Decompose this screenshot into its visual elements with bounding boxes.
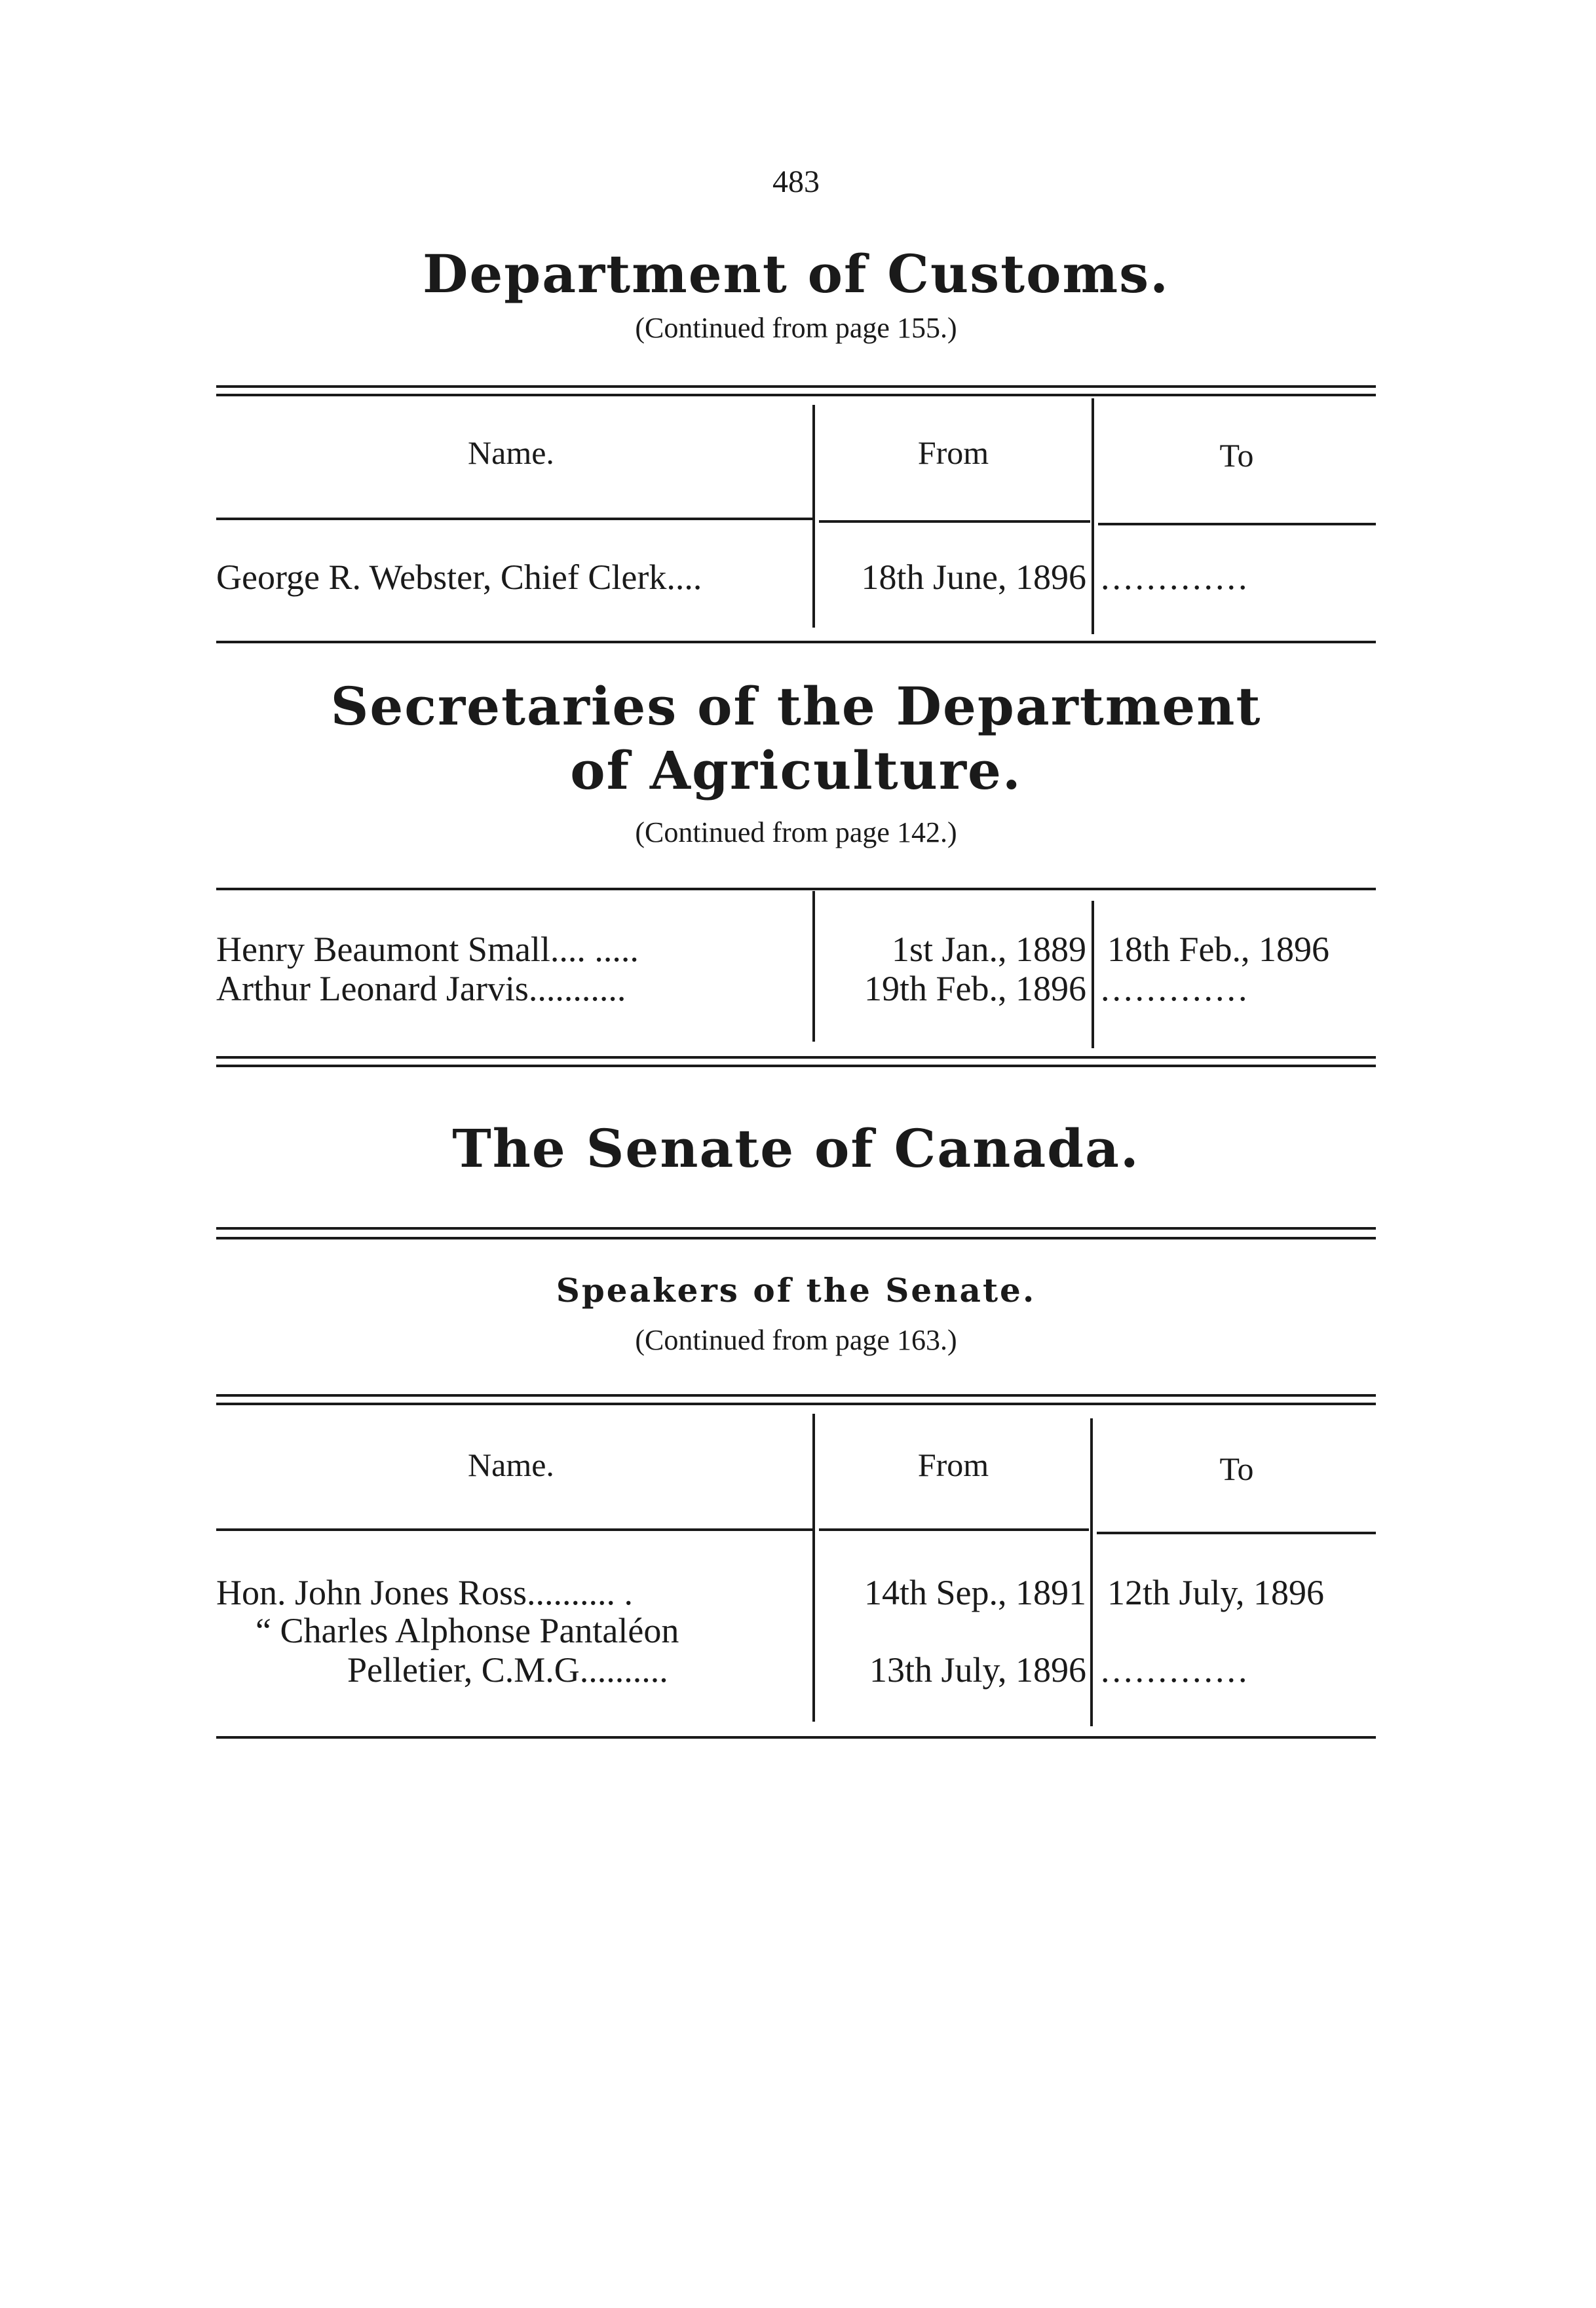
customs-row-1-from: 18th June, 1896 xyxy=(861,558,1086,597)
agriculture-row-1-to: 18th Feb., 1896 xyxy=(1107,930,1330,969)
senate-row-1-to: 12th July, 1896 xyxy=(1107,1573,1325,1612)
customs-header-rule-c xyxy=(1098,523,1376,525)
senate-row-2-name-line-2: Pelletier, C.M.G.......... xyxy=(347,1650,668,1690)
agriculture-continued-note: (Continued from page 142.) xyxy=(635,816,957,848)
senate-speakers-subtitle: Speakers of the Senate. xyxy=(556,1271,1036,1310)
agriculture-row-1-from: 1st Jan., 1889 xyxy=(892,930,1086,969)
senate-top-rule-1 xyxy=(216,1394,1376,1397)
agriculture-row-2-name: Arthur Leonard Jarvis........... xyxy=(216,969,626,1008)
senate-header-to: To xyxy=(1219,1450,1254,1487)
customs-divider-2 xyxy=(1092,398,1094,634)
agriculture-title xyxy=(216,675,1376,803)
senate-header-rule-a xyxy=(216,1528,812,1531)
senate-row-1-name: Hon. John Jones Ross.......... . xyxy=(216,1573,634,1612)
senate-header-name: Name. xyxy=(468,1447,554,1483)
senate-header-rule-c xyxy=(1097,1532,1376,1534)
senate-row-2-to: ............. xyxy=(1101,1650,1250,1690)
senate-title-rule-1 xyxy=(216,1227,1376,1230)
agriculture-row-1-name: Henry Beaumont Small.... ..... xyxy=(216,930,639,969)
agriculture-row-2-to: ............. xyxy=(1101,969,1250,1008)
senate-title-rule-2 xyxy=(216,1237,1376,1239)
agriculture-bottom-rule-1 xyxy=(216,1056,1376,1059)
customs-title: Department of Customs. xyxy=(422,243,1169,305)
senate-row-2-name-line-1: “ Charles Alphonse Pantaléon xyxy=(256,1611,679,1650)
senate-row-1-from: 14th Sep., 1891 xyxy=(864,1573,1086,1612)
customs-row-1-name: George R. Webster, Chief Clerk.... xyxy=(216,558,702,597)
senate-bottom-rule xyxy=(216,1736,1376,1739)
customs-row-1-to: ............. xyxy=(1101,558,1250,597)
agriculture-title-line-2: of Agriculture. xyxy=(570,739,1022,801)
senate-header-rule-b xyxy=(819,1528,1089,1531)
agriculture-row-2-from: 19th Feb., 1896 xyxy=(864,969,1086,1008)
senate-divider-2 xyxy=(1090,1418,1093,1726)
agriculture-title-line-1: Secretaries of the Department xyxy=(330,675,1262,737)
customs-header-name: Name. xyxy=(468,434,554,471)
agriculture-top-rule xyxy=(216,888,1376,890)
customs-header-rule-a xyxy=(216,518,812,520)
senate-continued-note: (Continued from page 163.) xyxy=(635,1324,957,1356)
page-number: 483 xyxy=(772,164,820,199)
agriculture-bottom-rule-2 xyxy=(216,1065,1376,1067)
senate-row-2-from: 13th July, 1896 xyxy=(869,1650,1086,1690)
senate-top-rule-2 xyxy=(216,1403,1376,1405)
customs-top-rule-2 xyxy=(216,394,1376,396)
senate-header-from: From xyxy=(917,1447,989,1483)
customs-header-rule-b xyxy=(819,520,1090,523)
customs-top-rule-1 xyxy=(216,385,1376,388)
customs-header-to: To xyxy=(1219,437,1254,474)
agriculture-divider-1 xyxy=(812,891,815,1042)
customs-bottom-rule xyxy=(216,641,1376,643)
customs-continued-note: (Continued from page 155.) xyxy=(635,312,957,344)
customs-divider-1 xyxy=(812,405,815,628)
senate-title: The Senate of Canada. xyxy=(452,1118,1140,1179)
senate-divider-1 xyxy=(812,1414,815,1722)
agriculture-divider-2 xyxy=(1092,901,1094,1048)
customs-header-from: From xyxy=(917,434,989,471)
